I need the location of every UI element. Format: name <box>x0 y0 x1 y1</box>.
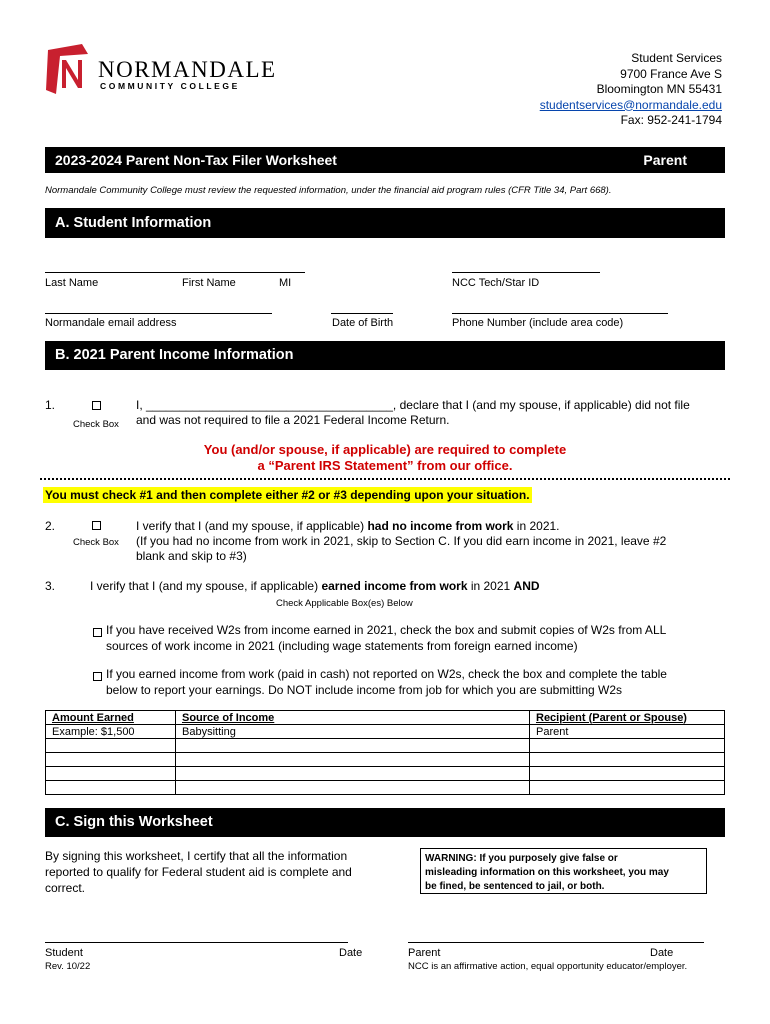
revision-label: Rev. 10/22 <box>45 961 91 972</box>
certify-text: By signing this worksheet, I certify that all the information reported to qualify for Federal student aid is complete and correct. <box>45 849 352 895</box>
student-signature-label: Student <box>45 947 83 959</box>
parent-signature-line[interactable] <box>408 942 704 943</box>
table-row <box>46 725 725 739</box>
dotted-divider <box>40 478 730 480</box>
irs-notice-line-1: You (and/or spouse, if applicable) are required to complete <box>203 442 567 457</box>
table-cell[interactable] <box>46 767 176 781</box>
table-cell[interactable] <box>176 767 530 781</box>
table-cell[interactable] <box>530 739 725 753</box>
email-link[interactable]: studentservices@normandale.edu <box>539 97 722 112</box>
dob-line[interactable] <box>331 313 393 314</box>
table-cell[interactable] <box>176 753 530 767</box>
tech-id-label: NCC Tech/Star ID <box>452 277 540 289</box>
first-name-label: First Name <box>182 277 236 289</box>
table-cell: Babysitting <box>176 725 530 739</box>
w2-line-1: If you have received W2s from income earned in 2021, check the box and submit copies of W2s from ALL <box>106 623 667 637</box>
table-header-row <box>46 711 725 725</box>
table-row[interactable] <box>46 781 725 795</box>
phone-label: Phone Number (include area code) <box>452 317 624 329</box>
cash-line-1: If you earned income from work (paid in cash) not reported on W2s, check the box and complete the table <box>106 667 667 681</box>
table-cell[interactable] <box>46 753 176 767</box>
item-2-number: 2. <box>45 519 56 533</box>
fax-number: Fax: 952-241-1794 <box>620 113 722 127</box>
item-3-text: I verify that I (and my spouse, if applicable) earned income from work in 2021 AND <box>90 579 540 593</box>
worksheet-title: 2023-2024 Parent Non-Tax Filer Worksheet <box>55 152 337 168</box>
table-cell: Parent <box>530 725 725 739</box>
phone-line[interactable] <box>452 313 668 314</box>
check-applicable-caption: Check Applicable Box(es) Below <box>276 598 413 609</box>
logo-mark-icon <box>42 42 94 98</box>
column-header-source: Source of Income <box>176 711 530 725</box>
table-cell[interactable] <box>530 781 725 795</box>
instruction-highlight: You must check #1 and then complete either #2 or #3 depending upon your situation. <box>45 488 530 502</box>
item-2-checkbox[interactable] <box>92 521 101 530</box>
cash-line-2: below to report your earnings. Do NOT include income from job for which you are submitting W2s <box>106 683 623 697</box>
parent-signature-label: Parent <box>408 947 441 959</box>
earnings-table <box>45 710 725 795</box>
email-line[interactable] <box>45 313 272 314</box>
name-line[interactable] <box>45 272 305 273</box>
item-1-number: 1. <box>45 398 56 412</box>
student-date-label: Date <box>339 947 363 959</box>
cash-income-checkbox[interactable] <box>93 672 102 681</box>
warning-line: WARNING: If you purposely give false or <box>425 853 618 864</box>
dob-label: Date of Birth <box>332 317 394 329</box>
irs-notice-line-2: a “Parent IRS Statement” from our office. <box>257 458 513 473</box>
intro-text: Normandale Community College must review the requested information, under the financial aid program rules (CFR Title 34, Part 668). <box>45 185 612 196</box>
eeo-statement: NCC is an affirmative action, equal opportunity educator/employer. <box>408 961 688 972</box>
check-box-caption: Check Box <box>73 537 119 548</box>
column-header-amount: Amount Earned <box>46 711 176 725</box>
student-signature-line[interactable] <box>45 942 348 943</box>
mi-label: MI <box>279 277 292 289</box>
office-address <box>540 51 722 129</box>
item-2-line-3: blank and skip to #3) <box>136 549 247 563</box>
check-box-caption: Check Box <box>73 419 119 430</box>
column-header-recipient: Recipient (Parent or Spouse) <box>530 711 725 725</box>
address-line: Student Services <box>631 51 722 65</box>
item-1-line-2: and was not required to file a 2021 Federal Income Return. <box>136 413 450 427</box>
logo-name: NORMANDALE <box>98 57 277 82</box>
item-2-line-2: (If you had no income from work in 2021, skip to Section C. If you did earn income in 2021, leave #2 <box>136 534 667 548</box>
table-cell[interactable] <box>46 781 176 795</box>
worksheet-title-bar <box>45 147 725 173</box>
parent-date-label: Date <box>650 947 674 959</box>
address-line: Bloomington MN 55431 <box>596 82 722 96</box>
table-cell[interactable] <box>530 767 725 781</box>
section-a-heading: A. Student Information <box>45 209 725 238</box>
email-label: Normandale email address <box>45 317 177 329</box>
item-3-number: 3. <box>45 579 56 593</box>
section-b-heading: B. 2021 Parent Income Information <box>45 341 725 370</box>
table-row[interactable] <box>46 753 725 767</box>
table-row[interactable] <box>46 767 725 781</box>
section-c-heading: C. Sign this Worksheet <box>45 808 725 837</box>
worksheet-type: Parent <box>643 152 687 168</box>
warning-line: misleading information on this worksheet, you may <box>425 867 669 878</box>
warning-line: be fined, be sentenced to jail, or both. <box>425 881 605 892</box>
table-cell[interactable] <box>46 739 176 753</box>
w2-line-2: sources of work income in 2021 (including wage statements from foreign earned income) <box>106 639 578 653</box>
logo-subtitle: COMMUNITY COLLEGE <box>100 81 240 91</box>
table-cell[interactable] <box>530 753 725 767</box>
last-name-label: Last Name <box>45 277 99 289</box>
table-cell[interactable] <box>176 739 530 753</box>
item-1-line-1: I, _____________________________________, declare that I (and my spouse, if applicable) did not file <box>136 398 690 412</box>
item-2-line-1: I verify that I (and my spouse, if applicable) had no income from work in 2021. <box>136 519 560 533</box>
tech-id-line[interactable] <box>452 272 600 273</box>
warning-box <box>420 848 707 894</box>
table-cell: Example: $1,500 <box>46 725 176 739</box>
item-1-checkbox[interactable] <box>92 401 101 410</box>
table-row[interactable] <box>46 739 725 753</box>
address-line: 9700 France Ave S <box>620 66 722 81</box>
w2-checkbox[interactable] <box>93 628 102 637</box>
table-cell[interactable] <box>176 781 530 795</box>
